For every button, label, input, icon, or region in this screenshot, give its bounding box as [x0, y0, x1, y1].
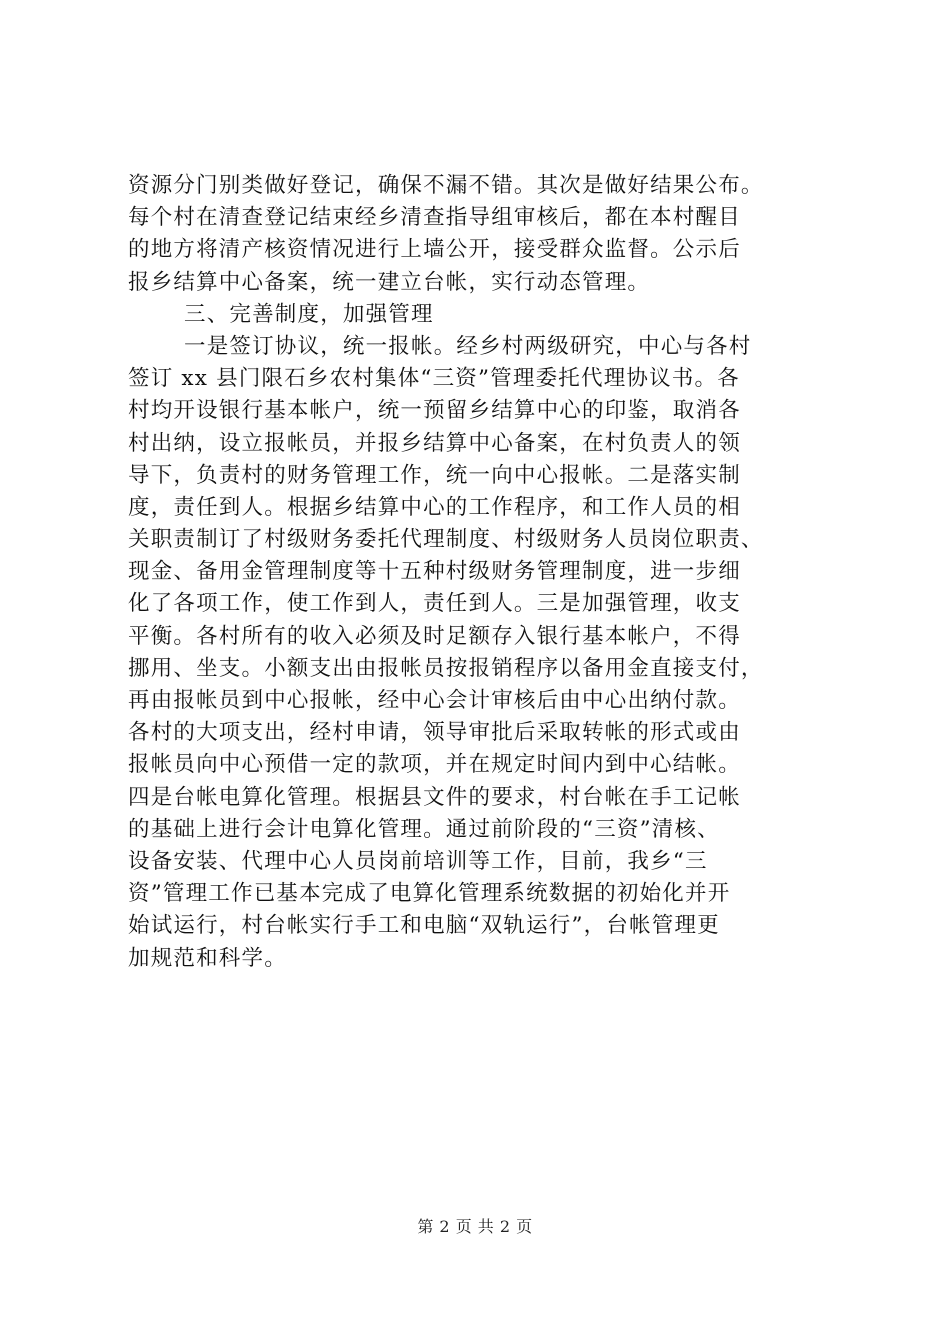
text-line: 的地方将清产核资情况进行上墙公开，接受群众监督。公示后 [128, 237, 741, 263]
text-line: 一是签订协议，统一报帐。经乡村两级研究，中心与各村 [184, 333, 752, 359]
text-line: 导下，负责村的财务管理工作，统一向中心报帐。二是落实制 [128, 462, 741, 488]
text-line: 度，责任到人。根据乡结算中心的工作程序，和工作人员的相 [128, 494, 741, 520]
text-line: 资”管理工作已基本完成了电算化管理系统数据的初始化并开 [128, 881, 731, 907]
text-line: 报乡结算中心备案，统一建立台帐，实行动态管理。 [128, 269, 651, 295]
text-line: 化了各项工作，使工作到人，责任到人。三是加强管理，收支 [128, 591, 741, 617]
text-line: 签订 xx 县门限石乡农村集体“三资”管理委托代理协议书。各 [128, 366, 740, 392]
text-line: 设备安装、代理中心人员岗前培训等工作，目前，我乡“三 [128, 848, 708, 874]
text-line: 加规范和科学。 [128, 945, 287, 971]
text-line: 四是台帐电算化管理。根据县文件的要求，村台帐在手工记帐 [128, 784, 741, 810]
document-body [128, 170, 828, 975]
text-line: 报帐员向中心预借一定的款项，并在规定时间内到中心结帐。 [128, 752, 741, 778]
text-line: 关职责制订了村级财务委托代理制度、村级财务人员岗位职责、 [128, 527, 764, 553]
text-line: 再由报帐员到中心报帐，经中心会计审核后由中心出纳付款。 [128, 688, 741, 713]
text-line: 始试运行，村台帐实行手工和电脑“双轨运行”，台帐管理更 [128, 913, 720, 939]
text-line: 现金、备用金管理制度等十五种村级财务管理制度，进一步细 [128, 559, 741, 585]
text-line: 资源分门别类做好登记，确保不漏不错。其次是做好结果公布。 [128, 173, 764, 198]
text-line: 平衡。各村所有的收入必须及时足额存入银行基本帐户，不得 [128, 623, 741, 649]
text-line: 的基础上进行会计电算化管理。通过前阶段的“三资”清核、 [128, 816, 720, 842]
text-line: 村均开设银行基本帐户，统一预留乡结算中心的印鉴，取消各 [128, 398, 741, 424]
page-number-footer: 第 2 页 共 2 页 [417, 1217, 533, 1236]
text-line: 每个村在清查登记结束经乡清查指导组审核后，都在本村醒目 [128, 205, 741, 231]
text-line: 村出纳，设立报帐员，并报乡结算中心备案，在村负责人的领 [128, 430, 741, 456]
section-heading: 三、完善制度，加强管理 [184, 301, 434, 327]
text-line: 各村的大项支出，经村申请，领导审批后采取转帐的形式或由 [128, 720, 741, 746]
text-line: 挪用、坐支。小额支出由报帐员按报销程序以备用金直接支付， [128, 655, 764, 681]
